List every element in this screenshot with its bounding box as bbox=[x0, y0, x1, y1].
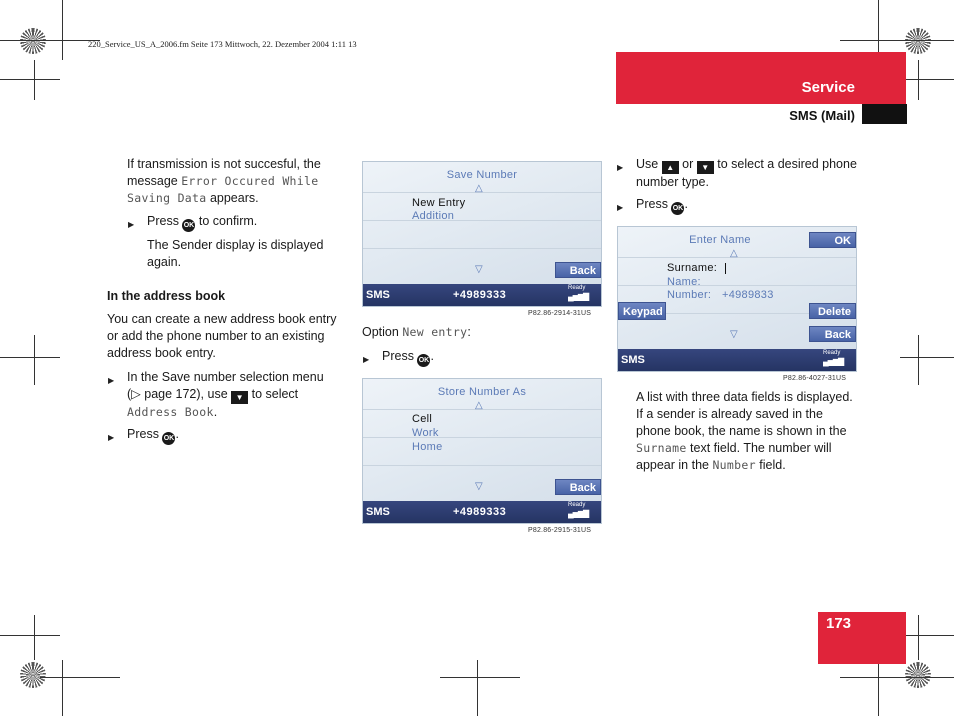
crop-line bbox=[900, 79, 954, 80]
down-arrow-icon: ▽ bbox=[475, 481, 483, 492]
ready-label: Ready bbox=[823, 350, 841, 356]
crop-line bbox=[918, 60, 919, 100]
up-arrow-icon: △ bbox=[730, 248, 738, 259]
screen-title: Enter Name bbox=[689, 234, 751, 246]
ready-label: Ready bbox=[568, 285, 586, 291]
text: Use bbox=[636, 157, 662, 171]
screen-title: Store Number As bbox=[437, 386, 527, 398]
crop-line bbox=[0, 635, 60, 636]
status-label: SMS bbox=[366, 506, 390, 518]
signal-strength-icon: ▄▅▆▇ bbox=[823, 357, 844, 366]
text: A list with three data fields is displayed. If a sender is already saved in the phone book, the name is shown in the bbox=[636, 390, 853, 438]
status-label: SMS bbox=[366, 289, 390, 301]
section-title: Service bbox=[801, 79, 855, 96]
text: . bbox=[213, 405, 218, 419]
grid-line bbox=[363, 465, 601, 466]
crop-line bbox=[477, 660, 478, 716]
figure-code: P82.86-2914-31US bbox=[528, 310, 592, 317]
text: Press bbox=[147, 214, 183, 228]
phone-number: +4989333 bbox=[453, 506, 507, 518]
text: appears. bbox=[206, 191, 259, 205]
crop-line bbox=[878, 0, 879, 60]
screen-enter-name bbox=[617, 226, 857, 372]
grid-line bbox=[363, 248, 601, 249]
text: . bbox=[430, 349, 434, 363]
down-arrow-key-icon: ▼ bbox=[697, 161, 714, 174]
registration-mark-bottom-right bbox=[905, 662, 931, 688]
screen-save-number bbox=[362, 161, 602, 307]
ok-button-icon: OK bbox=[417, 354, 430, 367]
text: Option bbox=[362, 325, 403, 339]
crop-line bbox=[62, 660, 63, 716]
crop-line bbox=[900, 635, 954, 636]
field-name: Surname bbox=[636, 441, 687, 455]
back-button[interactable]: Back bbox=[809, 326, 856, 342]
up-arrow-icon: △ bbox=[475, 183, 483, 194]
crop-line bbox=[0, 357, 60, 358]
ok-button-icon: OK bbox=[162, 432, 175, 445]
status-label: SMS bbox=[621, 354, 645, 366]
text-cursor bbox=[725, 263, 726, 274]
file-header: 220_Service_US_A_2006.fm Seite 173 Mittwoch, 22. Dezember 2004 1:11 13 bbox=[88, 39, 357, 49]
status-bar bbox=[363, 284, 601, 306]
ready-label: Ready bbox=[568, 502, 586, 508]
ok-button-icon: OK bbox=[671, 202, 684, 215]
ok-button[interactable]: OK bbox=[809, 232, 856, 248]
text: Press bbox=[636, 197, 672, 211]
back-button[interactable]: Back bbox=[555, 262, 601, 278]
menu-item-cell[interactable]: Cell bbox=[412, 413, 433, 425]
status-bar bbox=[618, 349, 856, 371]
down-arrow-icon: ▽ bbox=[475, 264, 483, 275]
text: Press bbox=[127, 427, 163, 441]
grid-line bbox=[363, 220, 601, 221]
signal-strength-icon: ▄▅▆▇ bbox=[568, 292, 589, 301]
screen-title: Save Number bbox=[446, 169, 518, 181]
paragraph-data-fields bbox=[636, 389, 856, 474]
up-arrow-icon: △ bbox=[475, 400, 483, 411]
section-heading: In the address book bbox=[107, 289, 226, 303]
grid-line bbox=[618, 285, 856, 286]
screen-store-number-as bbox=[362, 378, 602, 524]
text: to select bbox=[248, 387, 299, 401]
display-message: Error Occured While Saving Data bbox=[127, 174, 319, 205]
crop-line bbox=[878, 660, 879, 716]
crop-line bbox=[840, 677, 954, 678]
step-press-ok bbox=[127, 426, 337, 445]
registration-mark-top-right bbox=[905, 28, 931, 54]
keypad-button[interactable]: Keypad bbox=[618, 302, 666, 320]
step-press-ok-confirm bbox=[147, 213, 337, 232]
crop-line bbox=[40, 677, 120, 678]
registration-mark-top-left bbox=[20, 28, 46, 54]
crop-line bbox=[34, 60, 35, 100]
text: : bbox=[467, 325, 471, 339]
signal-strength-icon: ▄▅▆▇ bbox=[568, 509, 589, 518]
paragraph-address-book: You can create a new address book entry or add the phone number to an existing address book entry. bbox=[107, 312, 337, 360]
figure-code: P82.86-4027-31US bbox=[783, 375, 847, 382]
field-name: Number bbox=[712, 458, 756, 472]
delete-button[interactable]: Delete bbox=[809, 303, 856, 319]
page-number: 173 bbox=[826, 615, 852, 632]
crop-line bbox=[0, 40, 100, 41]
crop-line bbox=[62, 0, 63, 60]
surname-label: Surname: bbox=[667, 262, 718, 274]
back-button[interactable]: Back bbox=[555, 479, 601, 495]
menu-item-new-entry[interactable]: New Entry bbox=[412, 197, 466, 209]
menu-item-work[interactable]: Work bbox=[412, 427, 439, 439]
crop-line bbox=[34, 615, 35, 660]
up-arrow-key-icon: ▲ bbox=[662, 161, 679, 174]
text: . bbox=[684, 197, 688, 211]
text: text field. The number will appear in the bbox=[636, 441, 832, 472]
step-select-number-type bbox=[636, 156, 861, 191]
section-header-bar bbox=[616, 52, 906, 104]
phone-number: +4989333 bbox=[453, 289, 507, 301]
crop-line bbox=[840, 40, 954, 41]
down-arrow-icon: ▽ bbox=[730, 329, 738, 340]
crop-line bbox=[918, 335, 919, 385]
note-sender-display: The Sender display is displayed again. bbox=[147, 238, 324, 269]
menu-item-addition[interactable]: Addition bbox=[412, 210, 455, 222]
name-label: Name: bbox=[667, 276, 701, 288]
text: field. bbox=[755, 458, 786, 472]
step-press-ok bbox=[636, 196, 688, 215]
figure-code: P82.86-2915-31US bbox=[528, 527, 592, 534]
step-press-ok bbox=[382, 348, 434, 367]
display-option: Address Book bbox=[127, 405, 214, 419]
text: or bbox=[678, 157, 697, 171]
option-new-entry bbox=[362, 324, 471, 341]
text: In the Save number selection menu (▷ page 172), use bbox=[127, 370, 324, 401]
crop-line bbox=[440, 677, 520, 678]
crop-line bbox=[918, 615, 919, 660]
menu-item-home[interactable]: Home bbox=[412, 441, 443, 453]
grid-line bbox=[363, 437, 601, 438]
text: . bbox=[175, 427, 179, 441]
crop-line bbox=[0, 79, 60, 80]
text: to select a desired phone number type. bbox=[636, 157, 857, 189]
paragraph-transmission bbox=[127, 156, 337, 207]
step-select-address-book bbox=[127, 369, 337, 421]
number-value[interactable]: +4989833 bbox=[722, 289, 774, 301]
display-option: New entry bbox=[402, 325, 468, 339]
subsection-title: SMS (Mail) bbox=[789, 108, 855, 123]
ok-button-icon: OK bbox=[182, 219, 195, 232]
down-arrow-key-icon: ▼ bbox=[231, 391, 248, 404]
text: to confirm. bbox=[195, 214, 258, 228]
crop-line bbox=[34, 335, 35, 385]
subsection-tab bbox=[862, 104, 907, 124]
registration-mark-bottom-left bbox=[20, 662, 46, 688]
crop-line bbox=[900, 357, 954, 358]
text: If transmission is not succesful, the message bbox=[127, 157, 321, 188]
status-bar bbox=[363, 501, 601, 523]
number-label: Number: bbox=[667, 289, 712, 301]
text: Press bbox=[382, 349, 418, 363]
